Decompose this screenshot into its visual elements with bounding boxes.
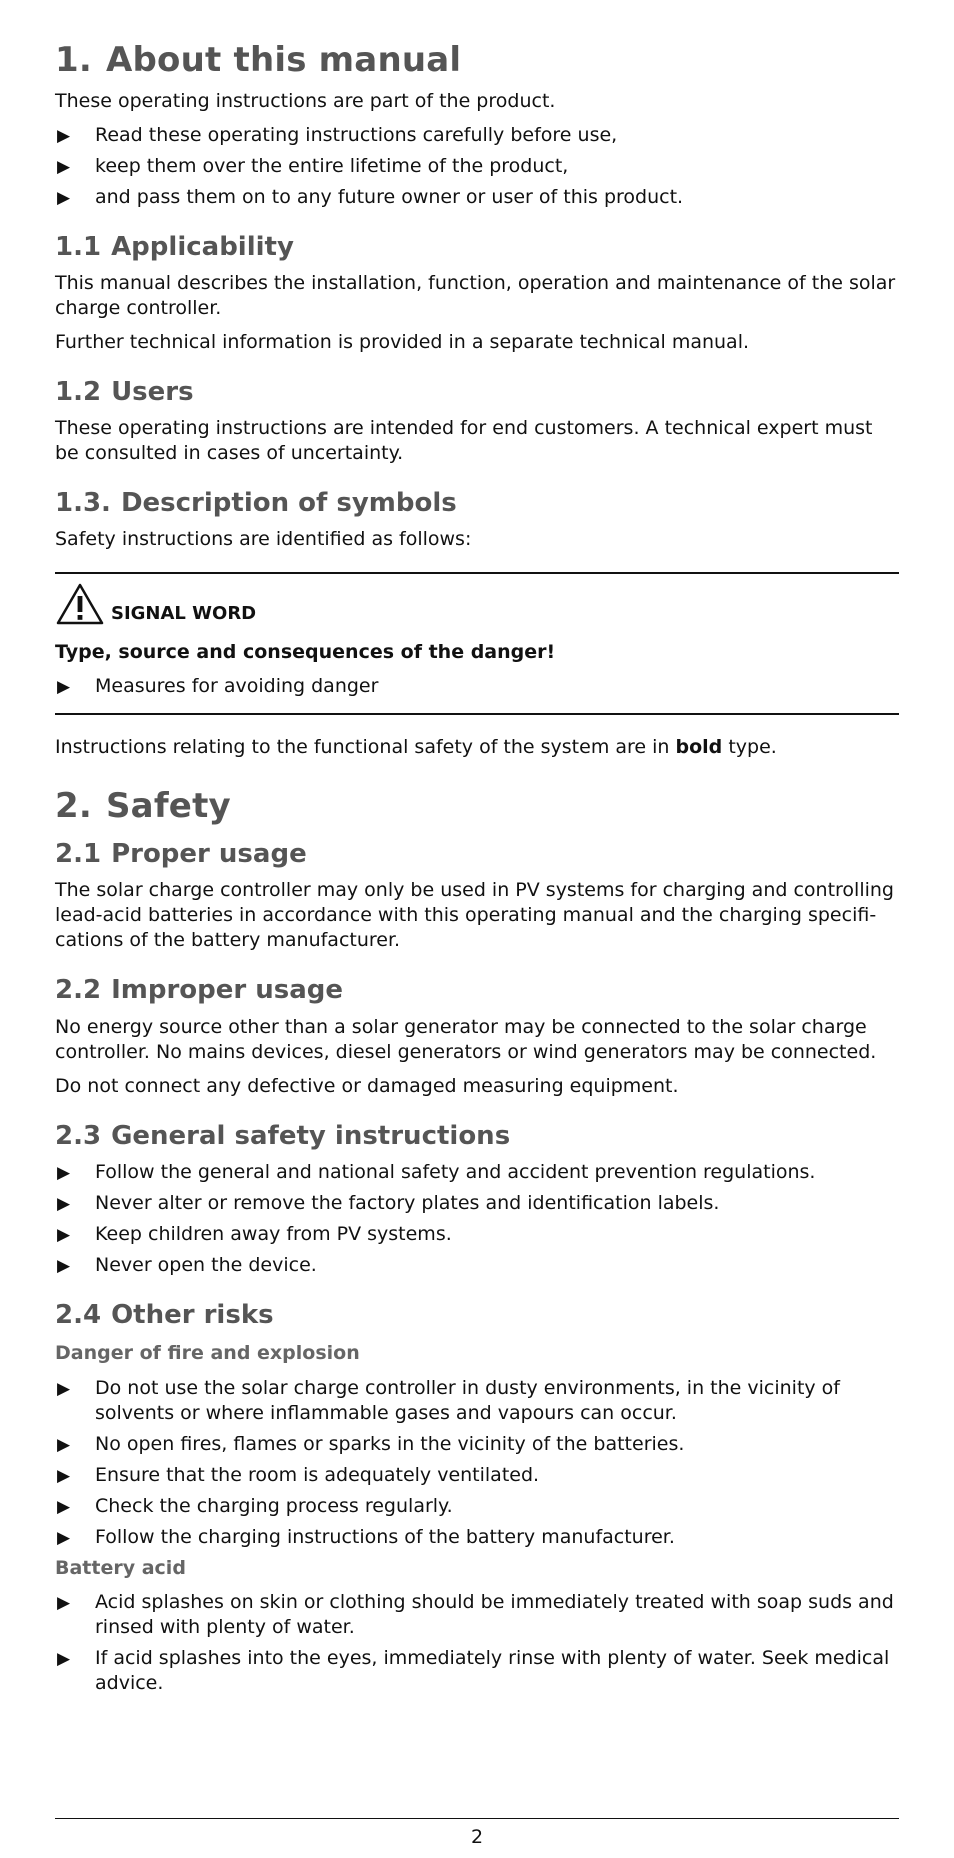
section-title: About this manual <box>105 40 462 80</box>
section-title: Users <box>111 376 194 407</box>
section-number: 2.3 <box>55 1120 102 1151</box>
section-1-3-heading <box>55 488 899 519</box>
list-item-text: Measures for avoiding danger <box>95 675 379 698</box>
list-item <box>55 1494 899 1519</box>
section-1-bullet-list <box>55 123 899 210</box>
measures-list <box>55 674 899 699</box>
bullet-triangle-icon: ▶ <box>57 187 71 208</box>
text-run: Instructions relating to the functional safety of the system are in <box>55 736 676 759</box>
list-item <box>55 1253 899 1278</box>
list-item-text: Check the charging process regularly. <box>95 1494 453 1517</box>
signal-word: SIGNAL WORD <box>111 603 257 625</box>
general-safety-list <box>55 1160 899 1278</box>
list-item-text: keep them over the entire lifetime of the product, <box>95 154 569 177</box>
section-2-4-heading <box>55 1300 899 1331</box>
list-item-text: Read these operating instructions carefully before use, <box>95 123 618 146</box>
manual-page <box>55 40 899 1702</box>
list-item-text: Never open the device. <box>95 1253 317 1276</box>
section-1-1-heading <box>55 232 899 263</box>
section-number: 1.1 <box>55 231 102 262</box>
signal-word-row <box>55 582 899 626</box>
paragraph: Do not connect any defective or damaged measuring equipment. <box>55 1074 679 1097</box>
battery-acid-list <box>55 1590 899 1696</box>
footer-divider <box>55 1818 899 1819</box>
list-item <box>55 1376 899 1426</box>
section-1-2-heading <box>55 377 899 408</box>
list-item <box>55 1191 899 1216</box>
section-number: 1.3. <box>55 488 111 519</box>
section-number: 2. <box>55 786 92 827</box>
list-item <box>55 185 899 210</box>
bullet-triangle-icon: ▶ <box>57 1465 71 1486</box>
list-item <box>55 1525 899 1550</box>
paragraph: Further technical information is provided in a separate technical manual. <box>55 330 750 353</box>
section-number: 1. <box>55 40 92 80</box>
bullet-triangle-icon: ▶ <box>57 1496 71 1517</box>
list-item-text: Ensure that the room is adequately ventilated. <box>95 1463 540 1486</box>
list-item-text: Follow the general and national safety and accident prevention regulations. <box>95 1160 816 1183</box>
bullet-triangle-icon: ▶ <box>57 156 71 177</box>
section-title: Applicability <box>111 231 294 262</box>
section-2-heading <box>55 786 899 827</box>
list-item <box>55 1646 899 1696</box>
danger-title: Type, source and consequences of the danger! <box>55 641 556 664</box>
bold-text: bold <box>675 736 723 759</box>
paragraph: This manual describes the installation, function, operation and maintenance of the solar charge controller. <box>55 271 896 319</box>
paragraph: Safety instructions are identified as follows: <box>55 528 472 551</box>
page-number: 2 <box>470 1826 484 1848</box>
bullet-triangle-icon: ▶ <box>57 125 71 146</box>
section-2-1-heading <box>55 839 899 870</box>
list-item-text: Do not use the solar charge controller in dusty environments, in the vicinity of solvents or where inflammable gases and vapours can occur. <box>95 1376 840 1424</box>
list-item-text: Follow the charging instructions of the battery manufacturer. <box>95 1525 675 1548</box>
section-number: 1.2 <box>55 376 102 407</box>
section-1-intro: These operating instructions are part of the product. <box>55 89 556 112</box>
paragraph: These operating instructions are intended for end customers. A technical expert must be consulted in cases of uncertainty. <box>55 417 873 465</box>
bullet-triangle-icon: ▶ <box>57 1255 71 1276</box>
bullet-triangle-icon: ▶ <box>57 1162 71 1183</box>
safety-instruction-box <box>55 572 899 715</box>
list-item <box>55 1463 899 1488</box>
list-item <box>55 1432 899 1457</box>
list-item <box>55 154 899 179</box>
section-title: Improper usage <box>111 975 344 1006</box>
list-item <box>55 1160 899 1185</box>
section-title: Safety <box>105 786 231 827</box>
section-title: Proper usage <box>111 839 307 870</box>
paragraph: No energy source other than a solar generator may be connected to the solar charge controller. No mains devices, diesel generators or wind generators may be connected. <box>55 1015 877 1063</box>
bullet-triangle-icon: ▶ <box>57 677 71 698</box>
section-number: 2.2 <box>55 975 102 1006</box>
list-item <box>55 1222 899 1247</box>
section-title: Description of symbols <box>120 488 457 519</box>
list-item <box>55 674 899 699</box>
section-number: 2.1 <box>55 839 102 870</box>
section-number: 2.4 <box>55 1299 102 1330</box>
text-run: type. <box>722 736 777 759</box>
bullet-triangle-icon: ▶ <box>57 1649 71 1670</box>
paragraph <box>55 735 899 760</box>
section-2-2-heading <box>55 975 899 1006</box>
fire-danger-heading: Danger of fire and explosion <box>55 1341 360 1364</box>
list-item-text: If acid splashes into the eyes, immediately rinse with plenty of water. Seek medical advice. <box>95 1647 890 1695</box>
bullet-triangle-icon: ▶ <box>57 1527 71 1548</box>
bullet-triangle-icon: ▶ <box>57 1193 71 1214</box>
warning-triangle-icon <box>55 582 105 626</box>
fire-danger-list <box>55 1376 899 1550</box>
list-item <box>55 123 899 148</box>
paragraph: The solar charge controller may only be used in PV systems for charging and controlling lead-acid batteries in accordance with this operating manual and the charging specifi-cations of the battery manufacturer. <box>55 879 894 952</box>
bullet-triangle-icon: ▶ <box>57 1434 71 1455</box>
list-item-text: Acid splashes on skin or clothing should be immediately treated with soap suds and rinsed with plenty of water. <box>95 1591 894 1639</box>
list-item-text: Never alter or remove the factory plates and identification labels. <box>95 1191 720 1214</box>
list-item-text: Keep children away from PV systems. <box>95 1222 452 1245</box>
section-1-heading <box>55 40 899 81</box>
list-item-text: and pass them on to any future owner or user of this product. <box>95 185 684 208</box>
section-title: General safety instructions <box>111 1120 511 1151</box>
section-title: Other risks <box>111 1299 274 1330</box>
list-item <box>55 1590 899 1640</box>
bullet-triangle-icon: ▶ <box>57 1593 71 1614</box>
bullet-triangle-icon: ▶ <box>57 1378 71 1399</box>
battery-acid-heading: Battery acid <box>55 1556 186 1579</box>
list-item-text: No open fires, flames or sparks in the vicinity of the batteries. <box>95 1432 685 1455</box>
section-2-3-heading <box>55 1121 899 1152</box>
bullet-triangle-icon: ▶ <box>57 1224 71 1245</box>
